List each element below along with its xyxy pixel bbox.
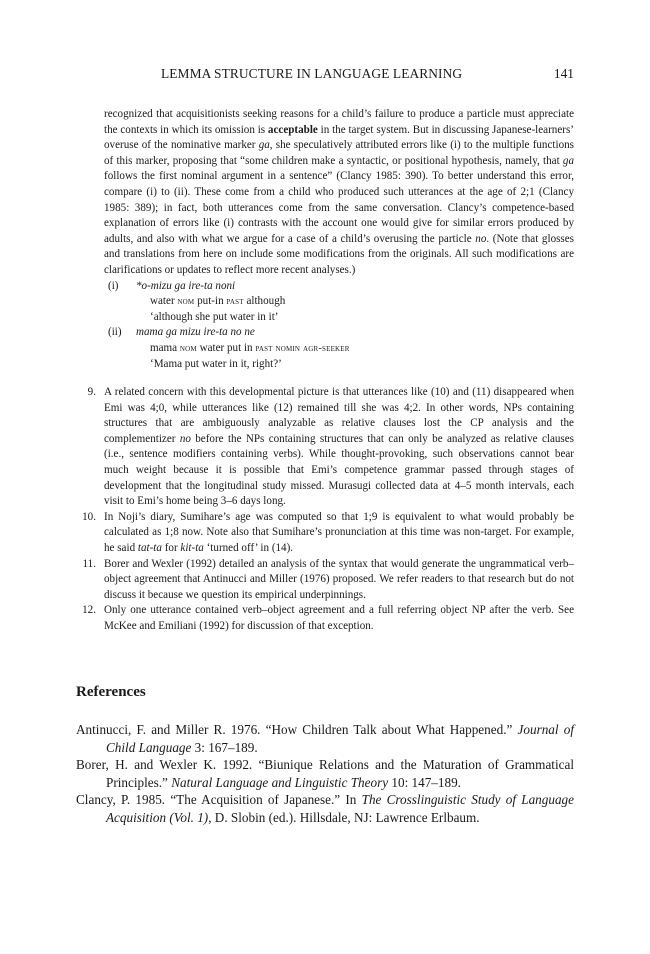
references-heading: References [76, 684, 146, 700]
example-sentence: mama ga mizu ire-ta no ne [136, 326, 255, 339]
running-title: LEMMA STRUCTURE IN LANGUAGE LEARNING [161, 66, 463, 81]
note-text: Borer and Wexler (1992) detailed an analysis of the syntax that would generate the ungrammatical verb–object agreement that Antinucci and Miller (1976) proposed. We refer readers to that research but do not discuss it because we question its empirical underpinnings. [104, 557, 574, 601]
italic-term: no [179, 432, 191, 445]
example-label: (i) [108, 279, 119, 292]
text-run: before the NPs containing structures that can only be analyzed as relative clauses (i.e., sentence modifiers containing verbs). While thought-provoking, such observations cannot bear much weight because it is possible that Emi’s competence grammar passed through stages of development that the longitudinal study missed. Murasugi collected data at 4–5 month intervals, each visit to Emi’s home being 3–6 days long. [104, 432, 574, 508]
gloss-tag: nom [177, 296, 195, 308]
gloss-run: although [243, 295, 286, 308]
particle-term: ga [562, 154, 574, 167]
note-8-continued [104, 107, 574, 279]
reference-item [76, 791, 574, 826]
text-run: ‘turned off’ in (14). [203, 542, 294, 555]
example-ii [104, 325, 574, 372]
ref-source: The Crosslinguistic Study of Language Acquisition (Vol. 1) [106, 792, 574, 825]
gloss-run: water put in [196, 341, 256, 354]
particle-term: ga [258, 139, 270, 152]
example-label: (ii) [108, 326, 122, 339]
text-run: follows the first nominal argument in a sentence” (Clancy 1985: 390). To better understand this error, compare (i) to (ii). These come from a child who produced such utterances at the age of 2;1 (Clancy 1985: 389); in fact, both utterances come from the same conversation. Clancy’s competence-based explanation of errors like (i) contrasts with the account one would give for similar errors produced by adults, and also with what we argue for a case of a child’s overusing the particle [104, 170, 574, 245]
ref-source: Journal of Child Language [106, 722, 574, 755]
reference-list [76, 721, 574, 827]
text-run: A related concern with this developmental picture is that utterances like (10) and (11) disappeared when Emi was 4;0, while utterances like (12) remained till she was 4;2. In other words, NPs containing structures that are ambiguously analyzable as relative clauses lost the CP analysis and the complementizer [104, 386, 574, 445]
gloss-run: water [150, 295, 178, 308]
reference-item [76, 721, 574, 756]
example-sentence: *o-mizu ga ire-ta noni [136, 279, 236, 292]
references-section [76, 684, 574, 827]
page-number: 141 [553, 66, 574, 81]
gloss-run: mama [150, 341, 180, 354]
text-run: In Noji’s diary, Sumihare’s age was computed so that 1;9 is equivalent to what would probably be calculated as 1;8 now. Note also that Sumihare’s pronunciation at this time was non-target. For example, he said [104, 510, 574, 555]
italic-term: kit-ta [180, 542, 204, 555]
particle-term: no [475, 232, 487, 245]
note-text: Only one utterance contained verb–object agreement and a full referring object NP after the verb. See McKee and Emiliani (1992) for discussion of that exception. [104, 604, 574, 632]
note-number: 12. [82, 604, 96, 617]
gloss-tag: nom [179, 342, 197, 354]
endnotes [76, 107, 574, 635]
note-11 [76, 557, 574, 604]
note-10 [76, 510, 574, 557]
text-run: recognized that acquisitionists seeking reasons for a child’s failure to produce a particle must appreciate the contexts in which its omission is [104, 108, 574, 136]
note-12 [76, 603, 574, 634]
ref-source: Natural Language and Linguistic Theory [171, 774, 389, 790]
note-number: 11. [82, 557, 96, 570]
text-run: . (Note that glosses and translations from here on include some modifications from the originals. All such modifications are clarifications or updates to reflect more recent analyses.) [104, 232, 574, 276]
gloss-tag: past nomin agr-seeker [255, 342, 350, 354]
running-header [76, 66, 574, 86]
ref-text: 10: 147–189. [388, 774, 461, 790]
example-gloss [136, 341, 574, 357]
bold-term: acceptable [267, 123, 318, 136]
note-9 [76, 385, 574, 510]
ref-text: Borer, H. and Wexler K. 1992. “Biunique Relations and the Maturation of Grammatical Principles.” [76, 757, 574, 790]
note-number: 10. [82, 510, 96, 523]
example-list [104, 279, 574, 373]
italic-term: tat-ta [137, 542, 162, 555]
ref-text: Antinucci, F. and Miller R. 1976. “How Children Talk about What Happened.” [76, 722, 518, 737]
text-run: in the target system. But in discussing Japanese-learners’ overuse of the nominative marker [104, 123, 574, 152]
example-translation: ‘Mama put water in it, right?’ [150, 357, 282, 370]
text-run: , she speculatively attributed errors like (i) to the multiple functions of this marker, proposing that “some children make a syntactic, or positional hypothesis, namely, that [104, 139, 574, 167]
ref-text: Clancy, P. 1985. “The Acquisition of Japanese.” In [76, 792, 362, 808]
text-run: for [161, 542, 181, 555]
ref-text: 3: 167–189. [191, 739, 258, 755]
example-i [104, 279, 574, 326]
note-text [104, 510, 574, 557]
example-gloss [136, 294, 574, 310]
gloss-tag: past [226, 296, 244, 308]
gloss-run: put-in [194, 295, 227, 308]
note-number: 9. [87, 386, 96, 399]
ref-text: , D. Slobin (ed.). Hillsdale, NJ: Lawrence Erlbaum. [208, 809, 480, 825]
example-translation: ‘although she put water in it’ [150, 310, 279, 323]
reference-item [76, 756, 574, 791]
note-text [104, 385, 574, 510]
